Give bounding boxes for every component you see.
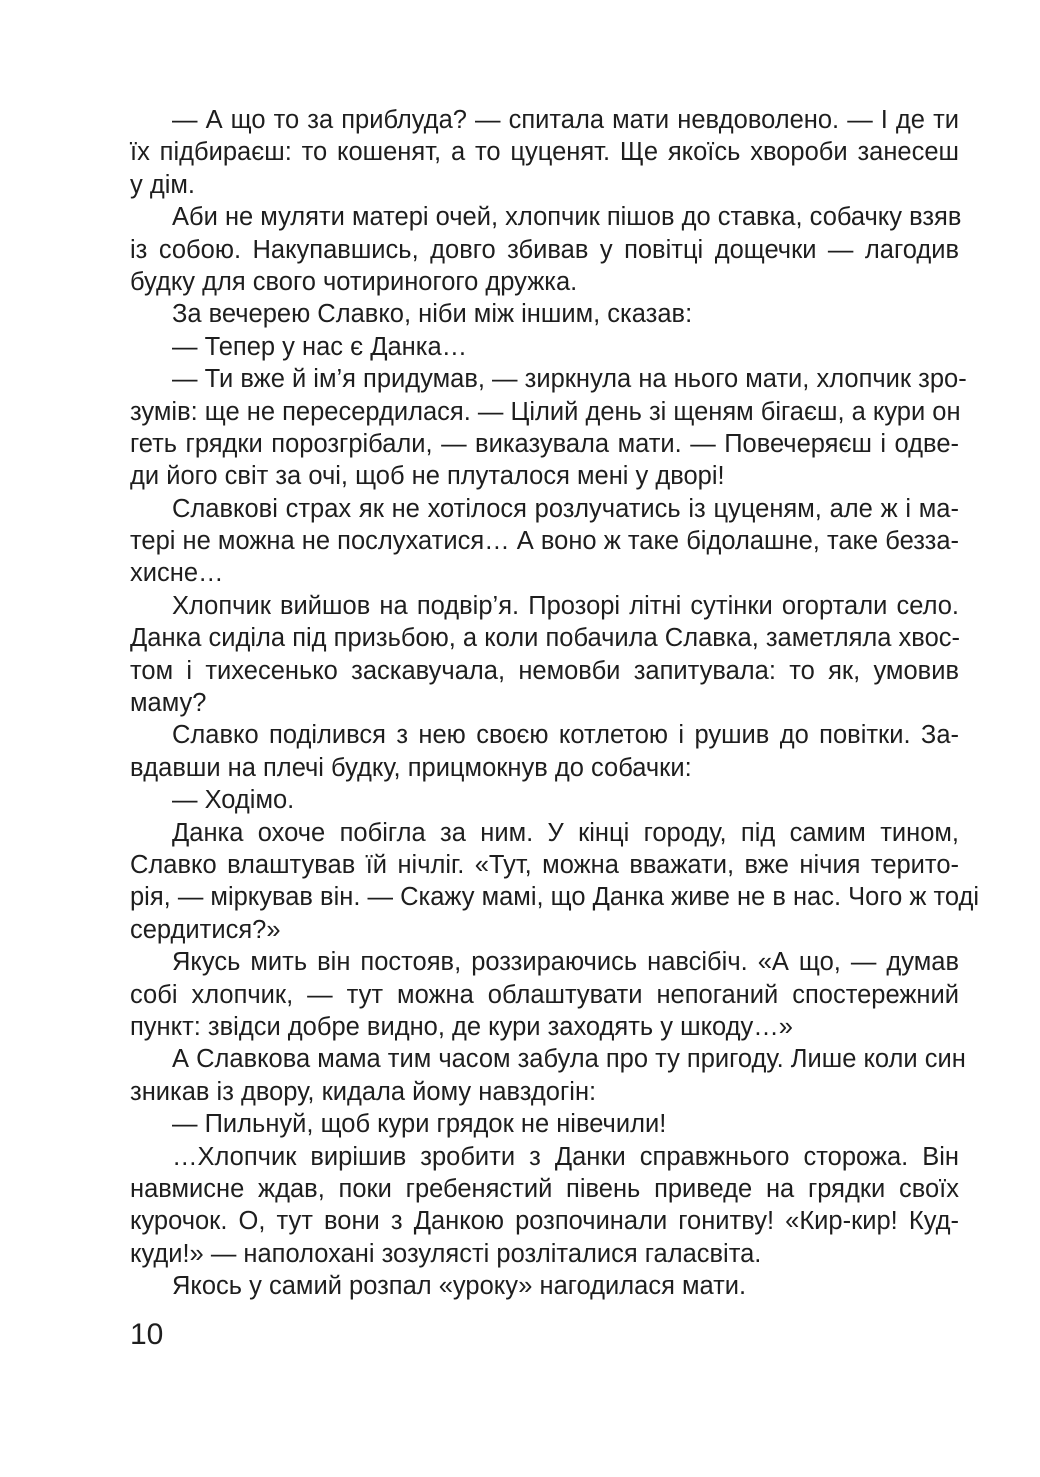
paragraph <box>130 493 959 590</box>
paragraph <box>130 298 959 330</box>
text-line: куди!» — наполохані зозулясті розліталися галасвіта. <box>130 1239 762 1268</box>
text-line: — Ти вже й ім’я придумав, — зиркнула на нього мати, хлопчик зро- <box>172 365 967 394</box>
text-line: із собою. Накупавшись, довго збивав у повітці дощечки — лагодив <box>130 235 959 264</box>
paragraph <box>130 1270 959 1302</box>
text-line: тері не можна не послухатися… А воно ж таке бідолашне, таке безза- <box>130 527 959 556</box>
paragraph <box>130 1108 959 1140</box>
text-line: пункт: звідси добре видно, де кури заходять у шкоду…» <box>130 1012 793 1041</box>
text-line: Якось у самий розпал «уроку» нагодилася мати. <box>172 1272 747 1301</box>
text-line: рія, — міркував він. — Скажу мамі, що Данка живе не в нас. Чого ж тоді <box>130 883 980 912</box>
text-line: курочок. О, тут вони з Данкою розпочинали гонитву! «Кир-кир! Куд- <box>130 1207 959 1236</box>
text-line: Хлопчик вийшов на подвір’я. Прозорі літні сутінки огортали село. <box>172 591 959 620</box>
text-line: Аби не муляти матері очей, хлопчик пішов до ставка, собачку взяв <box>172 203 962 232</box>
text-line: Данка охоче побігла за ним. У кінці городу, під самим тином, <box>172 818 959 847</box>
text-line: Славкові страх як не хотілося розлучатись із цуценям, але ж і ма- <box>172 494 959 523</box>
text-line: А Славкова мама тим часом забула про ту пригоду. Лише коли син <box>172 1045 966 1074</box>
text-line: вдавши на плечі будку, прицмокнув до собачки: <box>130 753 692 782</box>
text-line: сердитися?» <box>130 915 281 944</box>
text-line: Славко поділився з нею своєю котлетою і рушив до повітки. За- <box>172 721 959 750</box>
text-line: ди його світ за очі, щоб не плуталося мені у дворі! <box>130 462 725 491</box>
text-line: будку для свого чотириногого дружка. <box>130 267 578 296</box>
paragraph <box>130 104 959 201</box>
text-line: навмисне ждав, поки гребенястий півень приведе на грядки своїх <box>130 1174 959 1203</box>
paragraph <box>130 784 959 816</box>
paragraph <box>130 331 959 363</box>
text-line: у дім. <box>130 170 195 199</box>
text-line: …Хлопчик вирішив зробити з Данки справжнього сторожа. Він <box>172 1142 959 1171</box>
text-line: — А що то за приблуда? — спитала мати невдоволено. — І де ти <box>172 106 959 134</box>
text-line: геть грядки порозгрібали, — виказувала мати. — Повечеряєш і одве- <box>130 429 959 458</box>
text-line: том і тихесенько заскавучала, немовби запитувала: то як, умовив <box>130 656 959 685</box>
paragraph <box>130 1141 959 1271</box>
paragraph <box>130 201 962 298</box>
body-text <box>130 104 980 1302</box>
paragraph <box>130 363 967 493</box>
text-line: маму? <box>130 689 207 718</box>
text-line: — Пильнуй, щоб кури грядок не нівечили! <box>172 1110 667 1139</box>
text-line: хисне… <box>130 559 224 588</box>
text-line: зникав із двору, кидала йому навздогін: <box>130 1077 597 1106</box>
text-line: Славко влаштував їй нічліг. «Тут, можна вважати, вже нічия терито- <box>130 850 959 879</box>
text-line: — Ходімо. <box>172 786 295 815</box>
text-line: їх підбираєш: то кошенят, а то цуценят. Ще якоїсь хвороби занесеш <box>130 138 959 167</box>
paragraph <box>130 590 959 720</box>
text-line: За вечерею Славко, ніби між іншим, сказав: <box>172 300 693 329</box>
paragraph <box>130 719 959 784</box>
text-line: собі хлопчик, — тут можна облаштувати непоганий спостережний <box>130 980 959 1009</box>
text-line: Якусь мить він постояв, роззираючись навсібіч. «А що, — думав <box>172 948 959 977</box>
paragraph <box>130 817 980 947</box>
text-line: Данка сиділа під призьбою, а коли побачила Славка, заметляла хвос- <box>130 624 960 653</box>
page-number: 10 <box>130 1318 164 1351</box>
text-line: зумів: ще не пересердилася. — Цілий день зі щеням бігаєш, а кури он <box>130 397 961 426</box>
text-line: — Тепер у нас є Данка… <box>172 332 468 361</box>
paragraph <box>130 946 959 1043</box>
paragraph <box>130 1043 966 1108</box>
